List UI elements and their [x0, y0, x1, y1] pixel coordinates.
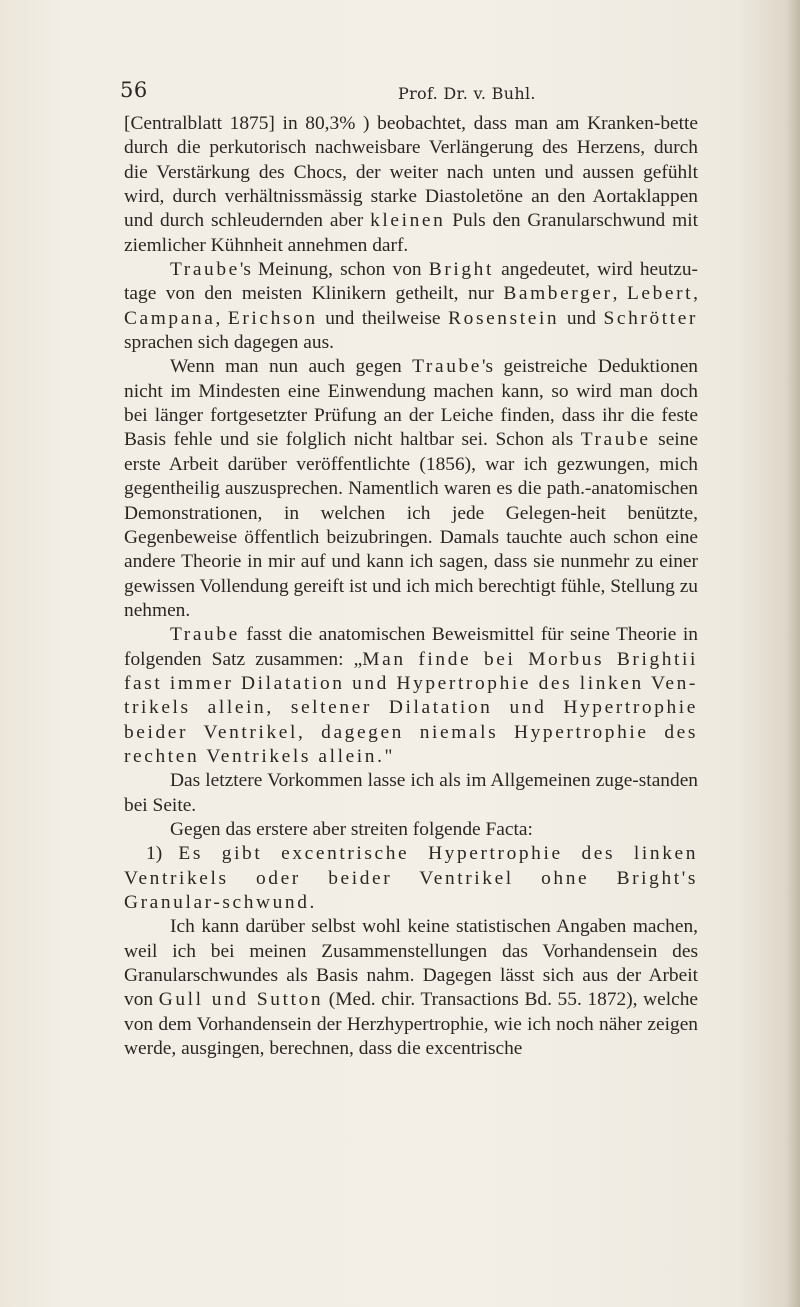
closing-quote: "	[384, 745, 393, 767]
paragraph-4	[124, 623, 698, 769]
paragraph-2-text: und theilweise	[317, 307, 449, 329]
list-number: 1)	[146, 843, 179, 865]
page-number: 56	[120, 78, 148, 102]
paragraph-2-text: ,	[215, 307, 228, 329]
paragraph-6-text: Gegen das erstere aber streiten folgende Facta:	[170, 818, 533, 840]
paragraph-3-text: Wenn man nun auch gegen	[170, 356, 413, 378]
paragraph-8	[124, 915, 698, 1061]
author-name: Gull und Sutton	[158, 989, 324, 1011]
paragraph-2-text: 's Meinung, schon von	[239, 259, 429, 281]
paragraph-7	[124, 842, 698, 915]
paragraph-4-text: fasst die anatomischen Beweismittel für seine Theorie in folgenden Satz zusammen: „	[124, 624, 698, 670]
emphasized-statement: Es gibt excentrische Hypertrophie des linken Ventrikels oder beider Ventrikel ohne Bright's Granular-schwund.	[124, 843, 698, 913]
paragraph-1-tail: Puls den Granularschwund mit ziemlicher Kühnheit annehmen darf.	[124, 210, 698, 256]
author-name: Campana	[124, 307, 216, 329]
paragraph-6	[124, 818, 698, 842]
paragraph-5	[124, 769, 698, 818]
body-text	[124, 112, 698, 1061]
paragraph-5-text: Das letztere Vorkommen lasse ich als im Allgemeinen zuge-standen bei Seite.	[124, 770, 698, 816]
author-name: Bamberger	[503, 283, 613, 305]
paragraph-2	[124, 258, 698, 355]
paragraph-2-text: sprachen sich dagegen aus.	[124, 332, 334, 354]
page-header	[120, 78, 700, 108]
author-name: Erichson	[227, 307, 318, 329]
author-name: Traube	[580, 429, 651, 451]
paragraph-3-text: seine erste Arbeit darüber veröffentlichte (1856), war ich gezwungen, mich gegentheilig auszusprechen. Namentlich waren es die path.-anatomischen Demonstrationen, in welchen ich jede Gelegen-heit benützte, Gegenbeweise öffentlich beizubringen. Damals tauchte auch schon eine andere Theorie in mir auf und kann ich sagen, dass sie nunmehr zu einer gewissen Vollendung gereift ist und ich mich berechtigt fühle, Stellung zu nehmen.	[124, 429, 698, 621]
paragraph-1-text: [Centralblatt 1875] in 80,3% ) beobachtet, dass man am Kranken-bette durch die perkutorisch nachweisbare Verlängerung des Herzens, durch die Verstärkung des Chocs, der weiter nach unten und aussen gefühlt wird, durch verhältnissmässig starke Diastoletöne an den Aortaklappen und durch schleudernden aber	[124, 113, 698, 232]
paragraph-2-text: ,	[612, 283, 627, 305]
paragraph-2-text: ,	[693, 283, 698, 305]
paragraph-3-text: 's geistreiche Deduktionen nicht im Mindesten eine Einwendung machen kann, so wird man doch bei länger fortgesetzter Prüfung an der Leiche finden, dass ihr die feste Basis fehle und sie folglich nicht haltbar sei. Schon als	[124, 356, 699, 451]
spaced-word: kleinen	[370, 210, 446, 232]
author-name: Traube	[412, 356, 482, 378]
author-name: Lebert	[626, 283, 694, 305]
author-name: Traube	[170, 259, 240, 281]
page-edge-shadow	[786, 0, 800, 1307]
author-name: Rosenstein	[448, 307, 560, 329]
author-name: Bright	[428, 259, 494, 281]
paragraph-8-text: Ich kann darüber selbst wohl keine statistischen Angaben machen, weil ich bei meinen Zusammenstellungen das Vorhandensein des Granularschwundes als Basis nahm. Dagegen lässt sich aus der Arbeit von	[124, 916, 698, 1011]
paragraph-2-text: angedeutet, wird heutzu-tage von den meisten Klinikern getheilt, nur	[124, 259, 698, 305]
author-name: Traube	[170, 624, 240, 646]
paragraph-2-text: und	[559, 307, 604, 329]
paragraph-3	[124, 355, 698, 623]
paragraph-1	[124, 112, 698, 258]
quoted-thesis: Man finde bei Morbus Brightii fast immer Dilatation und Hypertrophie des linken Ven-trikels allein, seltener Dilatation und Hypertrophie beider Ventrikel, dagegen niemals Hypertrophie des rechten Ventrikels allein.	[124, 648, 698, 767]
paragraph-8-text: (Med. chir. Transactions Bd. 55. 1872), welche von dem Vorhandensein der Herzhypertrophie, wie ich noch näher zeigen werde, ausgingen, berechnen, dass die excentrische	[124, 989, 699, 1060]
author-name: Schrötter	[603, 307, 698, 329]
running-head: Prof. Dr. v. Buhl.	[398, 84, 536, 103]
